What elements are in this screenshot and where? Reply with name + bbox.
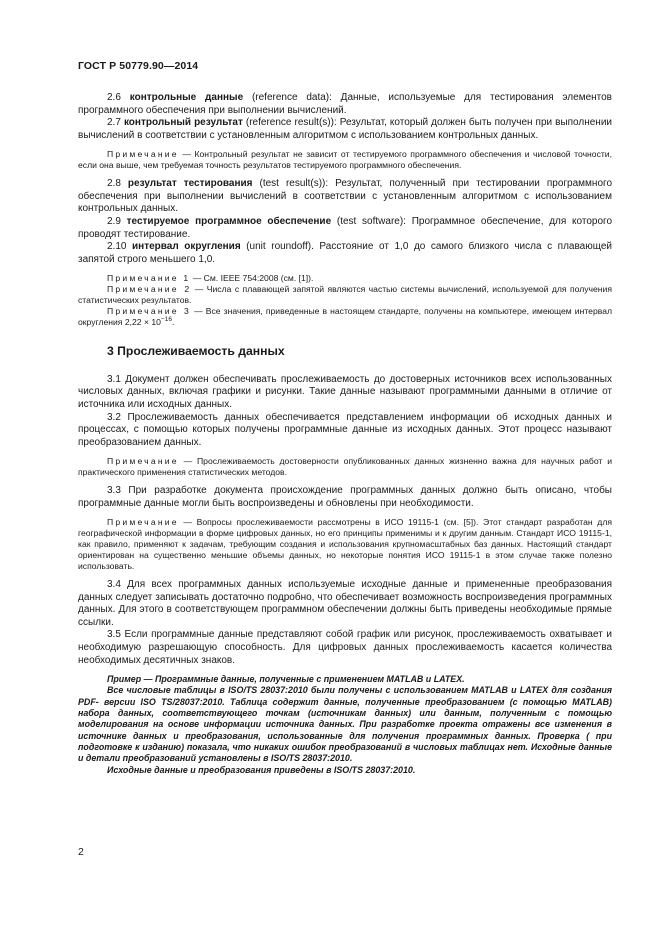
note-label: Примечание [107,517,179,528]
clause-number: 2.10 [107,241,127,253]
exponent: −16 [160,316,172,324]
paragraph-3-2: 3.2 Прослеживаемость данных обеспечивается представлением информации об исходных данных и процессах, с помощью которых получены программные данные из исходных данных. Этот процесс называют преобразованием данных. [78,411,612,448]
note-text: — Контрольный результат не зависит от тестируемого программного обеспечения и числовой точности, если она выше, чем требуемая точность результатов тестируемого программного обеспечения. [78,149,612,171]
note-text: — Числа с плавающей запятой являются частью системы вычислений, используемой для получения статистических результатов. [78,284,612,306]
note-3 [78,306,612,328]
note-3-3 [78,517,612,572]
example-body: Все числовые таблицы в ISO/TS 28037:2010 были получены с использованием MATLAB и LATEX для создания PDF- версии ISO TS/28037:2010. Таблица содержит данные, полученные преобразованием (с помощью MATLAB) набора данных, соответствующего точкам (источникам данных) или данным, полученным с помощью моделирования на основе информации источника данных. При разработке проекта отражены все изменения в источнике данных и преобразования, использованные для получения программных данных. Проверка ( при подготовке к изданию) показала, что никаких ошибок преобразований в числовых таблицах нет. Исходные данные и детали преобразований установлены в ISO/TS 28037:2010. [78,685,612,764]
definition-2-10 [78,241,612,266]
definition-text: (test result(s)): Результат, полученный при тестировании программного обеспечения при выполнении вычислений в соответствии с установленным алгоритмом с использованием контрольных данных. [78,178,613,215]
definition-2-8 [78,178,612,216]
definition-text: (reference result(s)): Результат, который должен быть получен при выполнении вычислений в соответствии с установленным алгоритмом с использованием контрольных данных. [78,117,613,141]
paragraph-3-3: 3.3 При разработке документа происхождение программных данных должно быть описано, чтобы программные данные могли быть воспроизведены и обновлены при необходимости. [78,485,612,509]
note-end: . [171,316,175,327]
term: интервал округления [132,241,241,253]
example-title: Пример — Программные данные, полученные с применением MATLAB и LATEX. [107,674,465,685]
document-header: ГОСТ Р 50779.90—2014 [78,60,199,72]
note-2 [78,284,612,306]
note-label: Примечание 3 [107,306,192,317]
paragraph-3-4: 3.4 Для всех программных данных используемые исходные данные и примененные преобразования данных следует записывать достаточно подробно, что обеспечивает возможность воспроизведения программных данных. Для этого в соответствующем программном обеспечении должны быть приведены необходимые прямые ссылки. [78,578,612,628]
definition-2-6 [78,92,612,117]
definition-2-7 [78,117,612,142]
note-text: — Все значения, приведенные в настоящем стандарте, получены на компьютере, имеющем интервал округления 2,22 × 10 [78,306,612,327]
note-label: Примечание [107,149,179,160]
term: контрольные данные [129,92,244,103]
term: результат тестирования [127,178,253,190]
clause-number: 2.9 [107,215,121,227]
note-text: — Прослеживаемость достоверности опубликованных данных жизненно важна для научных работ и практического применения статистических методов. [78,456,612,478]
clause-number: 2.8 [107,178,121,190]
note-1 [78,273,612,284]
note-2-7 [78,149,612,171]
term: контрольный результат [123,117,243,129]
example-last: Исходные данные и преобразования приведены в ISO/TS 28037:2010. [107,764,416,775]
page-number: 2 [78,846,84,858]
note-label: Примечание 1 [107,273,191,284]
note-label: Примечание 2 [107,284,192,295]
definition-2-9 [78,216,612,241]
paragraph-3-1: 3.1 Документ должен обеспечивать прослеживаемость до достоверных источников всех использованных числовых данных, включая графики и рисунки. Такие данные называют программными данными в отличие от источника или исходных данных. [78,373,612,411]
definition-text: (unit roundoff). Расстояние от 1,0 до самого близкого числа с плавающей запятой строго меньшего 1,0. [78,241,612,265]
definition-text: (test software): Программное обеспечение, для которого проводят тестирование. [78,215,613,240]
note-text: — См. IEEE 754:2008 (см. [1]). [190,273,314,284]
note-label: Примечание [107,456,179,467]
note-text: — Вопросы прослеживаемости рассмотрены в ИСО 19115-1 (см. [5]). Этот стандарт разработан для географической информации в форме цифровых данных, но его принципы применимы и к другим данным. Стандарт ИСО 19115-1, как правило, применяют к задачам, требующим создания и использования крупномасштабных баз данных. Настоящий стандарт ориентирован на существенно меньшие объемы данных, но некоторые понятия ИСО 19115-1 в этом случае также полезно использовать. [78,517,612,572]
paragraph-3-5: 3.5 Если программные данные представляют собой график или рисунок, прослеживаемость охватывает и необходимую разрешающую способность. Для цифровых данных прослеживаемость касается количества необходимых десятичных знаков. [78,629,612,666]
document-body [78,92,612,776]
definition-text: (reference data): Данные, используемые для тестирования элементов программного обеспечения при выполнении вычислений. [78,92,612,116]
note-3-2 [78,456,612,478]
clause-number: 2.7 [107,117,121,129]
clause-number: 2.6 [107,92,121,103]
term: тестируемое программное обеспечение [126,215,332,227]
section-title: 3 Прослеживаемость данных [107,343,285,358]
